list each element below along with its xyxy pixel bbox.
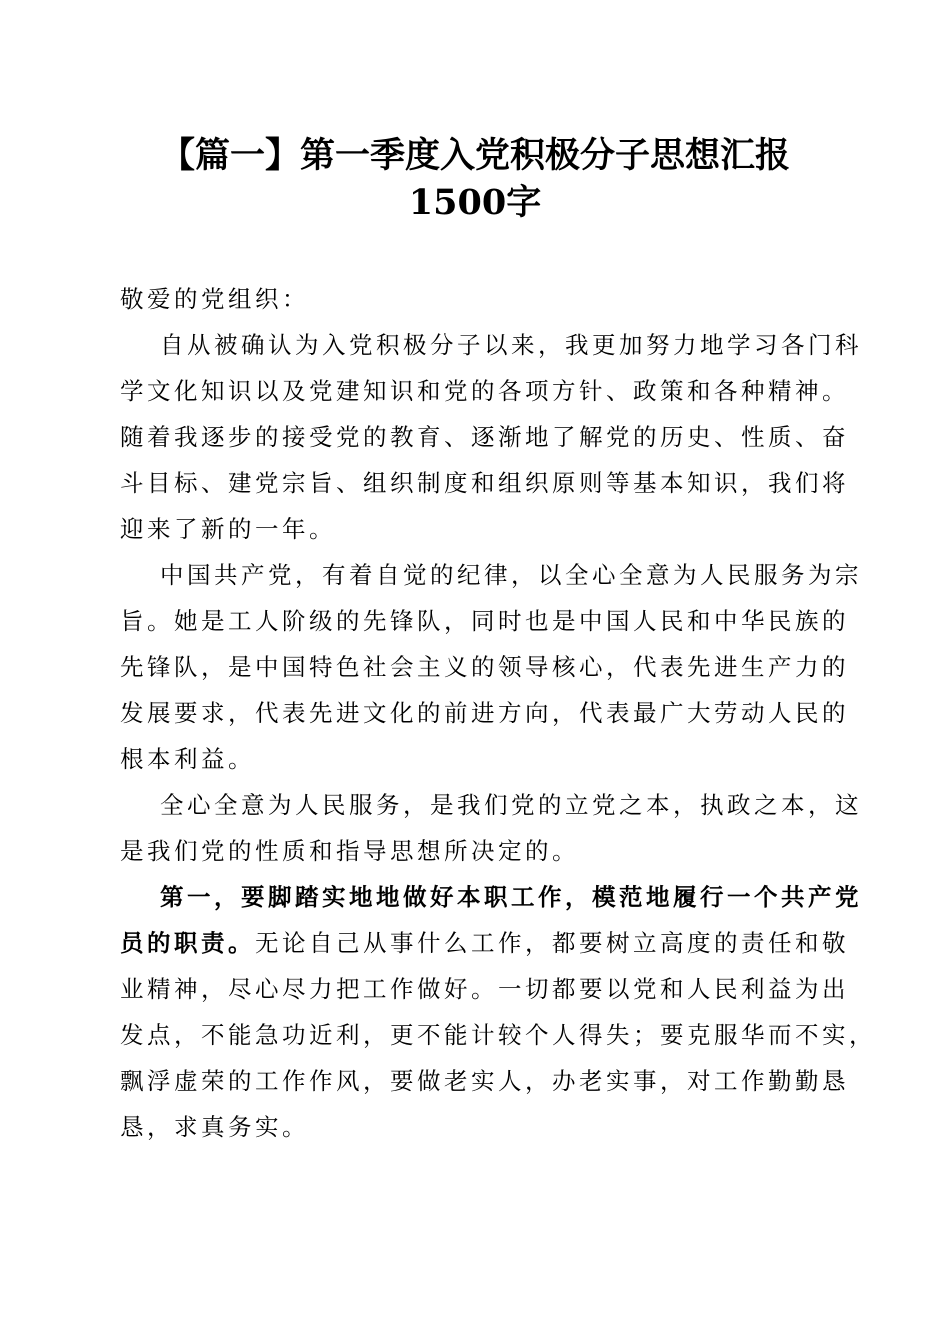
title-line-2: 1500字 — [408, 182, 542, 223]
paragraph-bold-line: 第一，要脚踏实地地做好本职工作，模范地履行一个共产党 — [160, 883, 862, 911]
paragraph-bold-fragment: 员的职责。 — [120, 929, 255, 957]
paragraph-line: 斗目标、建党宗旨、组织制度和组织原则等基本知识，我们将 — [120, 469, 849, 497]
paragraph-line: 全心全意为人民服务，是我们党的立党之本，执政之本，这 — [160, 791, 862, 819]
paragraph-fragment: 无论自己从事什么工作，都要树立高度的责任和敬 — [255, 929, 849, 957]
paragraph-line: 中国共产党，有着自觉的纪律，以全心全意为人民服务为宗 — [160, 561, 862, 589]
paragraph-1 — [120, 322, 862, 552]
paragraph-line: 飘浮虚荣的工作作风，要做老实人，办老实事，对工作勤勤恳 — [120, 1067, 849, 1095]
paragraph-4 — [120, 874, 876, 1150]
paragraph-3 — [120, 782, 862, 874]
paragraph-line: 随着我逐步的接受党的教育、逐渐地了解党的历史、性质、奋 — [120, 423, 849, 451]
paragraph-line: 旨。她是工人阶级的先锋队，同时也是中国人民和中华民族的 — [120, 607, 849, 635]
paragraph-line: 迎来了新的一年。 — [120, 515, 336, 543]
paragraph-line: 根本利益。 — [120, 745, 255, 773]
title-line-1: 【篇一】第一季度入党积极分子思想汇报 — [159, 135, 790, 176]
salutation: 敬爱的党组织： — [120, 285, 309, 313]
paragraph-line: 自从被确认为入党积极分子以来，我更加努力地学习各门科 — [160, 331, 862, 359]
paragraph-line: 发点，不能急功近利，更不能计较个人得失；要克服华而不实， — [120, 1021, 876, 1049]
paragraph-2 — [120, 552, 862, 782]
paragraph-line: 学文化知识以及党建知识和党的各项方针、政策和各种精神。 — [120, 377, 849, 405]
paragraph-line: 业精神，尽心尽力把工作做好。一切都要以党和人民利益为出 — [120, 975, 849, 1003]
paragraph-line: 发展要求，代表先进文化的前进方向，代表最广大劳动人民的 — [120, 699, 849, 727]
paragraph-line — [120, 920, 849, 966]
paragraph-line: 是我们党的性质和指导思想所决定的。 — [120, 837, 579, 865]
document-title — [100, 132, 850, 226]
paragraph-line: 恳，求真务实。 — [120, 1113, 309, 1141]
document-body — [120, 276, 876, 1150]
paragraph-line: 先锋队，是中国特色社会主义的领导核心，代表先进生产力的 — [120, 653, 849, 681]
